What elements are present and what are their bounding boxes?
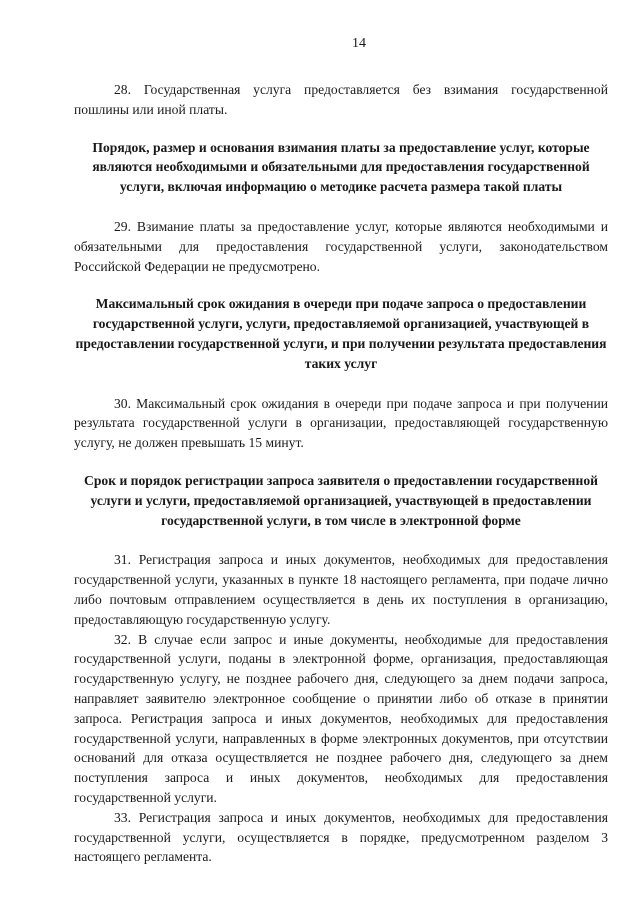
section-heading-fee-for-services: Порядок, размер и основания взимания платы за предоставление услуг, которые являются необходимыми и обязательными для предоставления государственной услуги, включая информацию о методике расчета размера такой платы [92,139,590,195]
document-page [74,34,608,867]
page-number: 14 [352,36,366,51]
section-heading-request-registration: Срок и порядок регистрации запроса заявителя о предоставлении государственной услуги и услуги, предоставляемой организацией, участвующей в предоставлении государственной услуги, в том числе в электронной форме [84,472,598,528]
paragraph-30: 30. Максимальный срок ожидания в очереди при подаче запроса и при получении результата государственной услуги в организации, предоставляющей государственную услугу, не должен превышать 15 минут. [74,395,608,451]
paragraph-33: 33. Регистрация запроса и иных документов, необходимых для предоставления государственной услуги, осуществляется в порядке, предусмотренном разделом 3 настоящего регламента. [74,809,608,865]
paragraph-32: 32. В случае если запрос и иные документы, необходимые для предоставления государственной услуги, поданы в электронной форме, организация, предоставляющая государственную услугу, не позднее рабочего дня, следующего за днем подачи запроса, направляет заявителю электронное сообщение о принятии либо об отказе в принятии запроса. Регистрация запроса и иных документов, необходимых для предоставления государственной услуги, направленных в форме электронных документов, при отсутствии оснований для отказа осуществляется не позднее рабочего дня, следующего за днем поступления запроса и иных документов, необходимых для предоставления государственной услуги. [74,631,608,805]
paragraph-29: 29. Взимание платы за предоставление услуг, которые являются необходимыми и обязательными для предоставления государственной услуги, законодательством Российской Федерации не предусмотрено. [74,218,608,274]
section-heading-queue-waiting-time: Максимальный срок ожидания в очереди при подаче запроса о предоставлении государственной услуги, услуги, предоставляемой организацией, участвующей в предоставлении государственной услуги, и при получении результата предоставления таких услуг [75,296,607,371]
paragraph-31: 31. Регистрация запроса и иных документов, необходимых для предоставления государственной услуги, указанных в пункте 18 настоящего регламента, при подаче лично либо почтовым отправлением осуществляется в день их поступления в организацию, предоставляющую государственную услугу. [74,552,608,627]
paragraph-28: 28. Государственная услуга предоставляется без взимания государственной пошлины или иной платы. [74,82,608,117]
